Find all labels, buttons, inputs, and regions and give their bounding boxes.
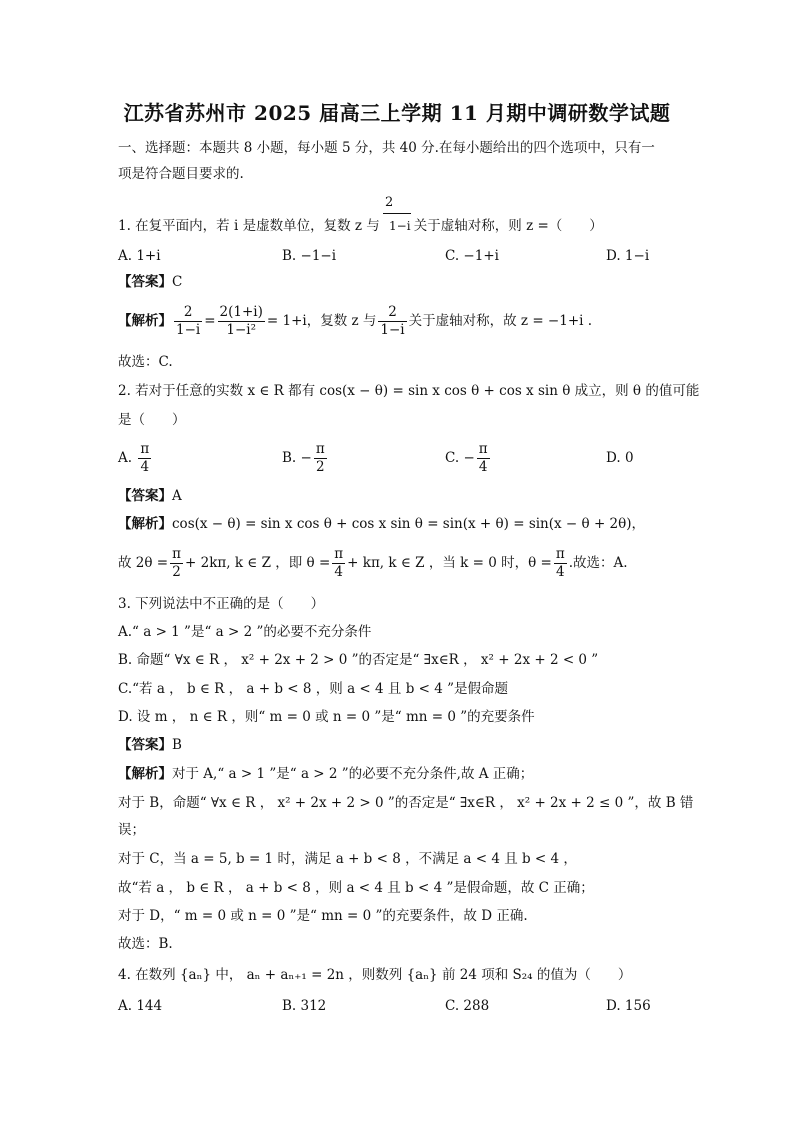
analysis-label: 【解析】 — [118, 766, 172, 782]
answer-label: 【答案】 — [118, 488, 172, 504]
option-fraction — [477, 441, 490, 476]
option-label: B. — [282, 450, 297, 466]
analysis-text: + kπ, k ∈ Z ，当 k = 0 时，θ = — [347, 555, 552, 571]
q3-analysis-c: 对于 C，当 a = 5, b = 1 时，满足 a + b < 8 ，不满足 a < 4 且 b < 4 ， — [118, 851, 577, 867]
analysis-fraction — [332, 546, 345, 581]
q4-option-c: C. 288 — [445, 998, 490, 1014]
q1-option-b: B. −1−i — [282, 248, 337, 264]
analysis-text: .故选：A. — [568, 555, 628, 571]
answer-value: B — [172, 737, 182, 753]
page-title: 江苏省苏州市 2025 届高三上学期 11 月期中调研数学试题 — [123, 101, 671, 125]
q2-analysis-cont — [118, 545, 628, 581]
q1-conclusion: 故选：C. — [118, 354, 173, 370]
option-label: A. — [118, 450, 133, 466]
fraction-denominator: 4 — [555, 564, 565, 580]
q3-analysis-b-cont: 误； — [118, 822, 145, 838]
q1-fraction-bar — [383, 213, 411, 214]
section-header-cont: 项是符合题目要求的. — [118, 166, 244, 182]
analysis-text: 对于 A,“ a > 1 ”是“ a > 2 ”的必要不充分条件,故 A 正确； — [172, 766, 534, 782]
q2-option-a — [118, 440, 153, 476]
analysis-label: 【解析】 — [118, 313, 172, 329]
q1-stem-b: 关于虚轴对称，则 z =（ ） — [413, 218, 603, 234]
answer-label: 【答案】 — [118, 737, 172, 753]
analysis-fraction — [378, 304, 406, 339]
analysis-fraction — [218, 304, 265, 339]
q4-option-a: A. 144 — [118, 998, 163, 1014]
fraction-denominator: 2 — [315, 459, 325, 475]
q1-option-a: A. 1+i — [118, 248, 161, 264]
q2-stem-cont: 是（ ） — [118, 412, 186, 428]
fraction-numerator: 2 — [174, 304, 202, 322]
q3-stem: 3. 下列说法中不正确的是（ ） — [118, 596, 325, 612]
fraction-numerator: π — [555, 546, 565, 562]
fraction-denominator: 2 — [172, 564, 181, 580]
fraction-denominator: 1−i — [380, 322, 405, 338]
equals-sign: = — [204, 313, 216, 329]
q1-stem-a: 1. 在复平面内，若 i 是虚数单位，复数 z 与 — [118, 218, 380, 234]
q2-analysis — [118, 514, 645, 534]
analysis-text: + 2kπ, k ∈ Z ，即 θ = — [185, 555, 331, 571]
q4-option-b: B. 312 — [282, 998, 327, 1014]
fraction-denominator: 4 — [334, 564, 344, 580]
option-label: C. — [445, 450, 460, 466]
analysis-text: 关于虚轴对称，故 z = −1+i . — [408, 313, 593, 329]
fraction-numerator: π — [172, 546, 181, 562]
fraction-numerator: π — [478, 441, 488, 457]
q3-analysis-d: 对于 D，“ m = 0 或 n = 0 ”是“ mn = 0 ”的充要条件，故 D 正确. — [118, 908, 528, 924]
q4-stem: 4. 在数列 {aₙ} 中， aₙ + aₙ₊₁ = 2n ，则数列 {aₙ} 前 24 项和 S₂₄ 的值为（ ） — [118, 967, 632, 983]
q1-stem — [118, 216, 603, 236]
q1-analysis — [118, 303, 592, 339]
q3-option-c: C.“若 a ， b ∈ R ， a + b < 8 ，则 a < 4 且 b < 4 ”是假命题 — [118, 681, 509, 697]
q3-conclusion: 故选：B. — [118, 936, 173, 952]
analysis-text: cos(x − θ) = sin x cos θ + cos x sin θ = sin(x + θ) = sin(x − θ + 2θ)， — [172, 516, 646, 532]
fraction-numerator: π — [334, 546, 344, 562]
analysis-fraction — [554, 546, 567, 581]
q3-analysis — [118, 764, 533, 784]
q2-option-d — [606, 448, 634, 468]
q1-option-d: D. 1−i — [606, 248, 650, 264]
fraction-denominator: 1−i — [176, 322, 201, 338]
q2-option-b — [282, 440, 329, 476]
option-sign: − — [463, 450, 475, 466]
q3-analysis-c-cont: 故“若 a ， b ∈ R ， a + b < 8 ，则 a < 4 且 b < 4 ”是假命题，故 C 正确； — [118, 880, 594, 896]
fraction-numerator: 2 — [378, 304, 406, 322]
q1-fraction-denominator: 1−i — [389, 219, 411, 233]
q3-option-d: D. 设 m ， n ∈ R ，则“ m = 0 或 n = 0 ”是“ mn = 0 ”的充要条件 — [118, 709, 535, 725]
fraction-numerator: 2(1+i) — [219, 304, 263, 320]
answer-value: C — [172, 274, 183, 290]
option-fraction — [138, 441, 151, 476]
fraction-denominator: 1−i² — [226, 322, 257, 338]
option-sign: − — [300, 450, 312, 466]
section-header: 一、选择题：本题共 8 小题，每小题 5 分，共 40 分.在每小题给出的四个选项中，只有一 — [118, 140, 655, 156]
answer-label: 【答案】 — [118, 274, 172, 290]
option-value: 0 — [624, 450, 634, 466]
analysis-label: 【解析】 — [118, 516, 172, 532]
q2-stem: 2. 若对于任意的实数 x ∈ R 都有 cos(x − θ) = sin x cos θ + cos x sin θ 成立，则 θ 的值可能 — [118, 383, 700, 399]
q2-option-c — [445, 440, 492, 476]
q3-analysis-b: 对于 B，命题“ ∀x ∈ R ， x² + 2x + 2 > 0 ”的否定是“ ∃x∈R ， x² + 2x + 2 ≤ 0 ”，故 B 错 — [118, 795, 694, 811]
analysis-text: 故 2θ = — [118, 555, 169, 571]
analysis-text: = 1+i，复数 z 与 — [266, 313, 377, 329]
analysis-fraction — [174, 304, 202, 339]
q1-option-c: C. −1+i — [445, 248, 499, 264]
option-label: D. — [606, 450, 621, 466]
q4-option-d: D. 156 — [606, 998, 651, 1014]
q3-option-a: A.“ a > 1 ”是“ a > 2 ”的必要不充分条件 — [118, 624, 372, 640]
fraction-numerator: π — [315, 441, 325, 457]
fraction-denominator: 4 — [140, 459, 150, 475]
option-fraction — [314, 441, 327, 476]
q1-answer — [118, 272, 182, 292]
analysis-fraction — [170, 546, 183, 581]
q2-answer — [118, 486, 182, 506]
q3-answer — [118, 735, 182, 755]
answer-value: A — [172, 488, 182, 504]
q3-option-b: B. 命题“ ∀x ∈ R ， x² + 2x + 2 > 0 ”的否定是“ ∃x∈R ， x² + 2x + 2 < 0 ” — [118, 652, 599, 668]
q1-fraction-numerator: 2 — [385, 195, 394, 210]
fraction-numerator: π — [140, 441, 150, 457]
fraction-denominator: 4 — [478, 459, 488, 475]
